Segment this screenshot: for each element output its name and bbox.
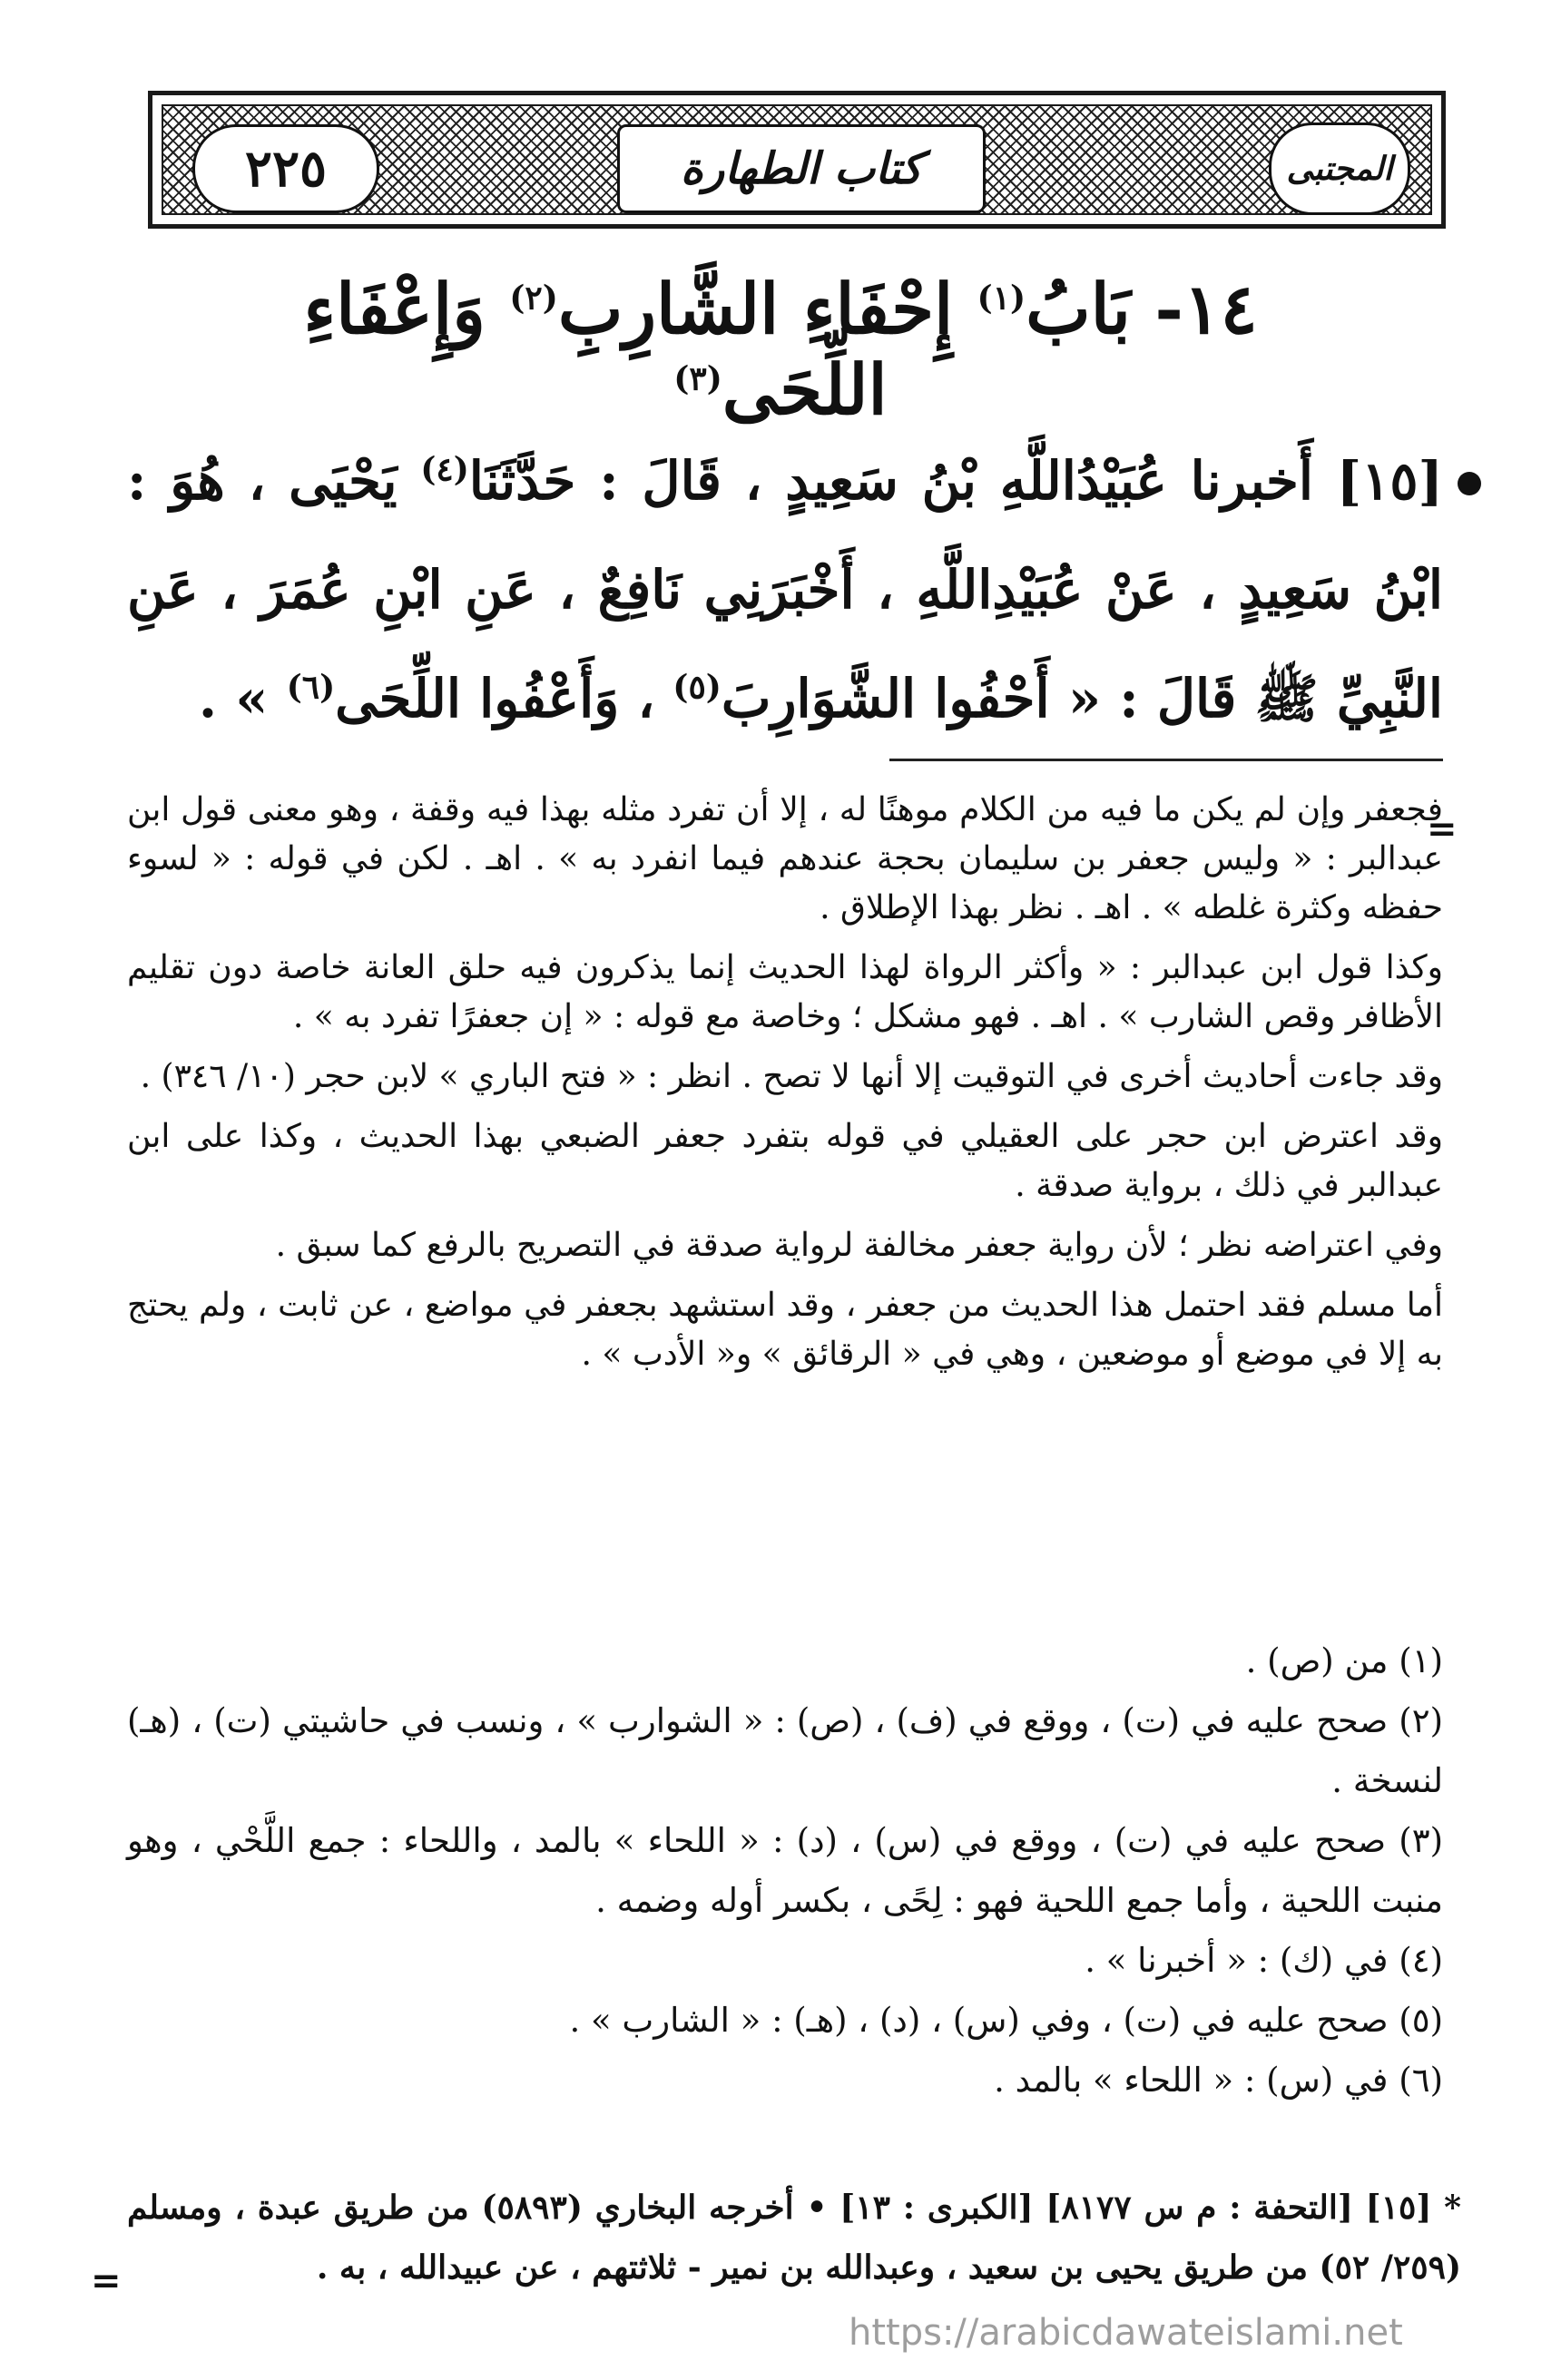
takhrij-end-mark: = — [91, 2259, 122, 2302]
chapter-part2: إِحْفَاءِ الشَّارِبِ — [557, 269, 954, 349]
commentary-notes — [127, 786, 1443, 1390]
footnote-ref-2: (٢) — [509, 279, 558, 318]
footnote-ref-4: (٤) — [420, 450, 469, 489]
footnote-4: (٤) في (ك) : « أخبرنا » . — [1085, 1941, 1443, 1980]
footnote-ref-6: (٦) — [286, 668, 336, 707]
chapter-part3: وَإِعْفَاءِ اللِّحَى — [303, 269, 888, 430]
journal-tag: المجتبى — [1286, 150, 1393, 188]
footnote-3: (٣) صحح عليه في (ت) ، ووقع في (س) ، (د) : « اللحاء » بالمد ، واللحاء : جمع اللَّحْي ، وهو منبت اللحية ، وأما جمع اللحية فهو : لِحًى ، بكسر أوله وضمه . — [127, 1821, 1443, 1920]
hadith-part2: يَحْيَى ، هُوَ : ابْنُ سَعِيدٍ ، عَنْ عُبَيْدِاللَّهِ ، أَخْبَرَنِي نَافِعٌ ، عَنِ ابْنِ عُمَرَ ، عَنِ النَّبِيِّ ﷺ قَالَ : « أَحْفُوا الشَّوَارِبَ — [127, 450, 1443, 730]
journal-tag-cartouche — [1269, 122, 1410, 215]
hadith-part3: ، وَأَعْفُوا اللِّحَى — [335, 668, 655, 730]
hadith-bullet — [1458, 472, 1481, 495]
chapter-number: ١٤- — [1154, 269, 1258, 349]
book-title: كتاب الطهارة — [680, 143, 923, 194]
footnote-ref-5: (٥) — [673, 668, 722, 707]
chapter-part1: بَابُ — [1026, 269, 1131, 349]
footnote-1: (١) من (ص) . — [1245, 1641, 1443, 1680]
page-header — [148, 91, 1446, 229]
footnote-ref-1: (١) — [977, 279, 1026, 318]
page-number-cartouche — [192, 124, 379, 213]
takhrij-text: * [١٥] [التحفة : م س ٨١٧٧] [الكبرى : ١٣] • أخرجه البخاري (٥٨٩٣) من طريق عبدة ، ومسلم (٢٥٩/ ٥٢) من طريق يحيى بن سعيد ، وعبدالله بن نمير - ثلاثتهم ، عن عبيدالله ، به . — [127, 2189, 1461, 2287]
note-paragraph: وكذا قول ابن عبدالبر : « وأكثر الرواة لهذا الحديث إنما يذكرون فيه حلق العانة خاصة دون تقليم الأظافر وقص الشارب » . اهـ . فهو مشكل ؛ وخاصة مع قوله : « إن جعفرًا تفرد به » . — [127, 949, 1443, 1035]
book-title-cartouche — [617, 124, 986, 213]
note-paragraph: أما مسلم فقد احتمل هذا الحديث من جعفر ، وقد استشهد بجعفر في مواضع ، عن ثابت ، ولم يحتج به إلا في موضع أو موضعين ، وهي في « الرقائق » و« الأدب » . — [127, 1287, 1443, 1373]
hadith-text — [127, 426, 1443, 753]
footnote-divider — [889, 759, 1443, 761]
takhrij-note — [127, 2178, 1461, 2297]
note-paragraph: فجعفر وإن لم يكن ما فيه من الكلام موهنًا له ، إلا أن تفرد مثله بهذا فيه وقفة ، وهو معنى قول ابن عبدالبر : « وليس جعفر بن سليمان بحجة عندهم فيما انفرد به » . اهـ . لكن في قوله : « لسوء حفظه وكثرة غلطه » . اهـ . نظر بهذا الإطلاق . — [127, 791, 1443, 926]
note-paragraph: وفي اعتراضه نظر ؛ لأن رواية جعفر مخالفة لرواية صدقة في التصريح بالرفع كما سبق . — [275, 1227, 1443, 1264]
note-paragraph: وقد جاءت أحاديث أخرى في التوقيت إلا أنها لا تصح . انظر : « فتح الباري » لابن حجر (١٠/ ٣٤٦) . — [140, 1058, 1443, 1095]
hadith-part1: [١٥] أَخبرنا عُبَيْدُاللَّهِ بْنُ سَعِيدٍ ، قَالَ : حَدَّثَنَا — [468, 450, 1443, 512]
note-paragraph: وقد اعترض ابن حجر على العقيلي في قوله بتفرد جعفر الضبعي بهذا الحديث ، وكذا على ابن عبدالبر في ذلك ، برواية صدقة . — [127, 1118, 1443, 1204]
chapter-heading — [272, 269, 1289, 430]
page-number: ٢٢٥ — [244, 139, 328, 199]
hadith-part4: » . — [198, 668, 269, 730]
footnotes — [127, 1631, 1443, 2111]
watermark-url: https://arabicdawateislami.net — [849, 2312, 1403, 2354]
footnote-5: (٥) صحح عليه في (ت) ، وفي (س) ، (د) ، (هـ) : « الشارب » . — [569, 2001, 1443, 2040]
footnote-6: (٦) في (س) : « اللحاء » بالمد . — [994, 2061, 1443, 2100]
continuation-mark: = — [1427, 808, 1458, 850]
footnote-2: (٢) صحح عليه في (ت) ، ووقع في (ف) ، (ص) : « الشوارب » ، ونسب في حاشيتي (ت) ، (هـ) لنسخة . — [127, 1701, 1443, 1800]
header-ornament — [162, 104, 1432, 215]
footnote-ref-3: (٣) — [673, 359, 722, 398]
